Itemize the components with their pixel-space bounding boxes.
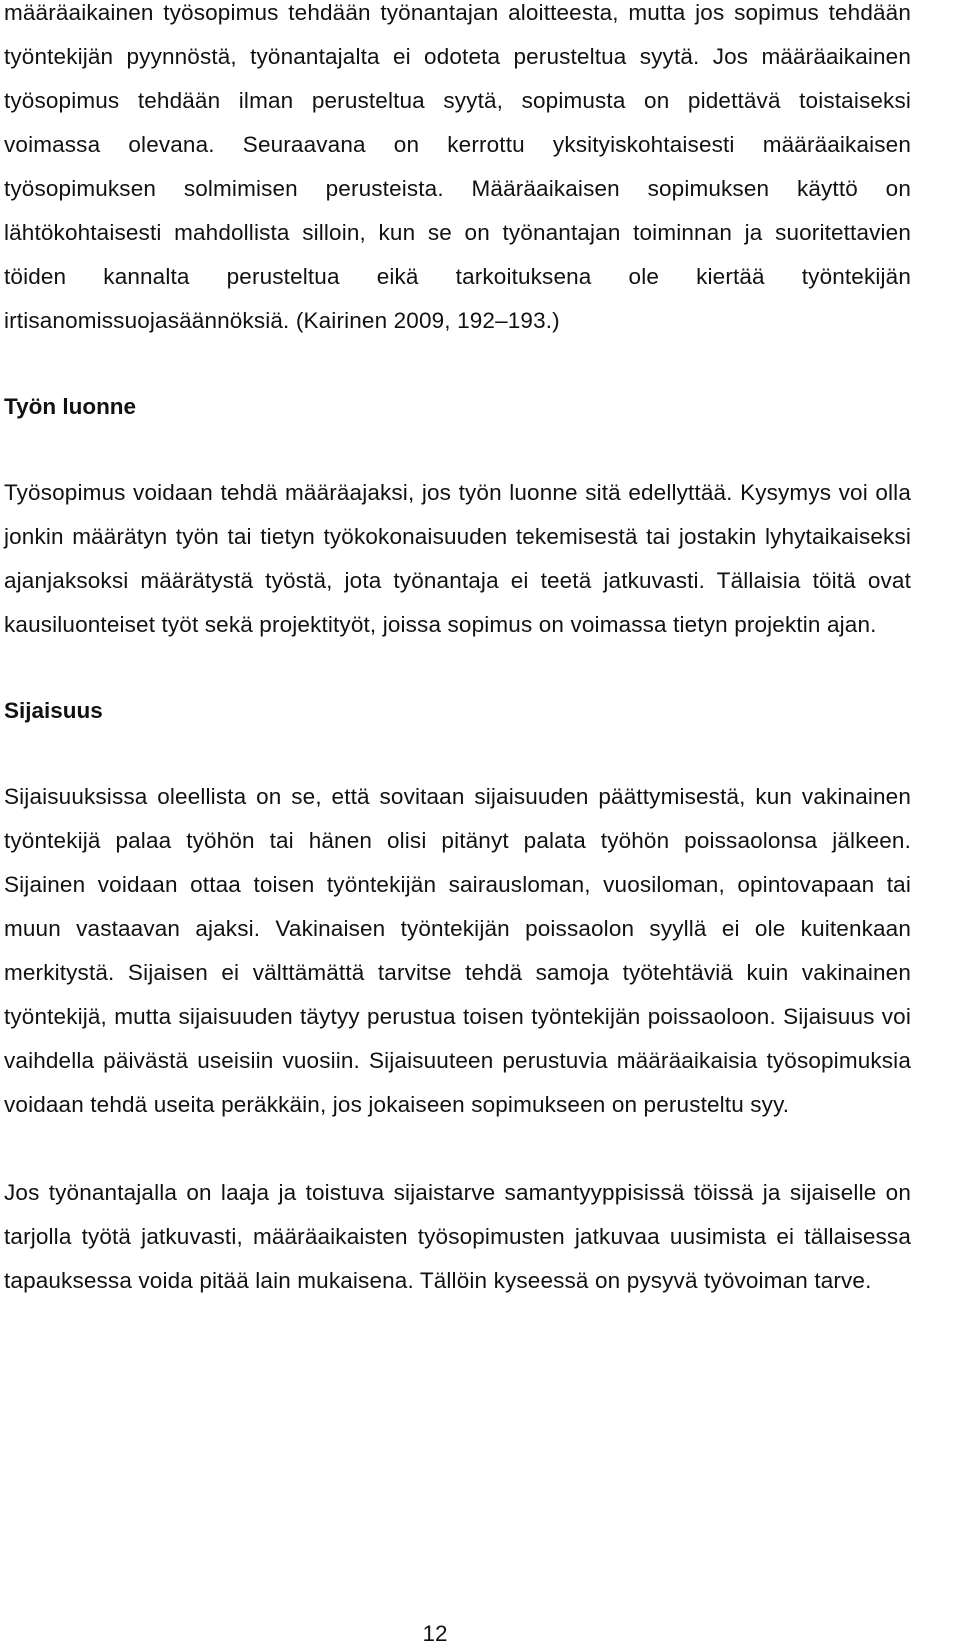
paragraph-recurring-substitution: Jos työnantajalla on laaja ja toistuva sijaistarve samantyyppisissä töissä ja sijaiselle on tarjolla työtä jatkuvasti, määräaikaisten työsopimusten jatkuvaa uusimista ei tällaisessa tapauksessa voida pitää lain mukaisena. Tällöin kyseessä on pysyvä työvoiman tarve. <box>4 1180 911 1293</box>
paragraph-fixed-term-contract-grounds: määräaikainen työsopimus tehdään työnantajan aloitteesta, mutta jos sopimus tehdään työntekijän pyynnöstä, työnantajalta ei odoteta perusteltua syytä. Jos määräaikainen työsopimus tehdään ilman perusteltua syytä, sopimusta on pidettävä toistaiseksi voimassa olevana. Seuraavana on kerrottu yksityiskohtaisesti määräaikaisen työsopimuksen solmimisen perusteista. Määräaikaisen sopimuksen käyttö on lähtökohtaisesti mahdollista silloin, kun se on työnantajan toiminnan ja suoritettavien töiden kannalta perusteltua eikä tarkoituksena ole kiertää työntekijän irtisanomissuojasäännöksiä. (Kairinen 2009, 192–193.) <box>4 0 911 333</box>
page-number: 12 <box>422 1621 448 1646</box>
heading-substitution: Sijaisuus <box>4 698 103 723</box>
heading-nature-of-work: Työn luonne <box>4 394 137 419</box>
paragraph-nature-of-work: Työsopimus voidaan tehdä määräajaksi, jos työn luonne sitä edellyttää. Kysymys voi olla jonkin määrätyn työn tai tietyn työkokonaisuuden tekemisestä tai jostakin lyhytaikaiseksi ajanjaksoksi määrätystä työstä, jota työnantaja ei teetä jatkuvasti. Tällaisia töitä ovat kausiluonteiset työt sekä projektityöt, joissa sopimus on voimassa tietyn projektin ajan. <box>4 480 911 637</box>
page-body <box>4 0 911 1303</box>
paragraph-substitution: Sijaisuuksissa oleellista on se, että sovitaan sijaisuuden päättymisestä, kun vakinainen työntekijä palaa työhön tai hänen olisi pitänyt palata työhön poissaolonsa jälkeen. Sijainen voidaan ottaa toisen työntekijän sairausloman, vuosiloman, opintovapaan tai muun vastaavan ajaksi. Vakinaisen työntekijän poissaolon syyllä ei ole kuitenkaan merkitystä. Sijaisen ei välttämättä tarvitse tehdä samoja työtehtäviä kuin vakinainen työntekijä, mutta sijaisuuden täytyy perustua toisen työntekijän poissaoloon. Sijaisuus voi vaihdella päivästä useisiin vuosiin. Sijaisuuteen perustuvia määräaikaisia työsopimuksia voidaan tehdä useita peräkkäin, jos jokaiseen sopimukseen on perusteltu syy. <box>4 784 911 1117</box>
